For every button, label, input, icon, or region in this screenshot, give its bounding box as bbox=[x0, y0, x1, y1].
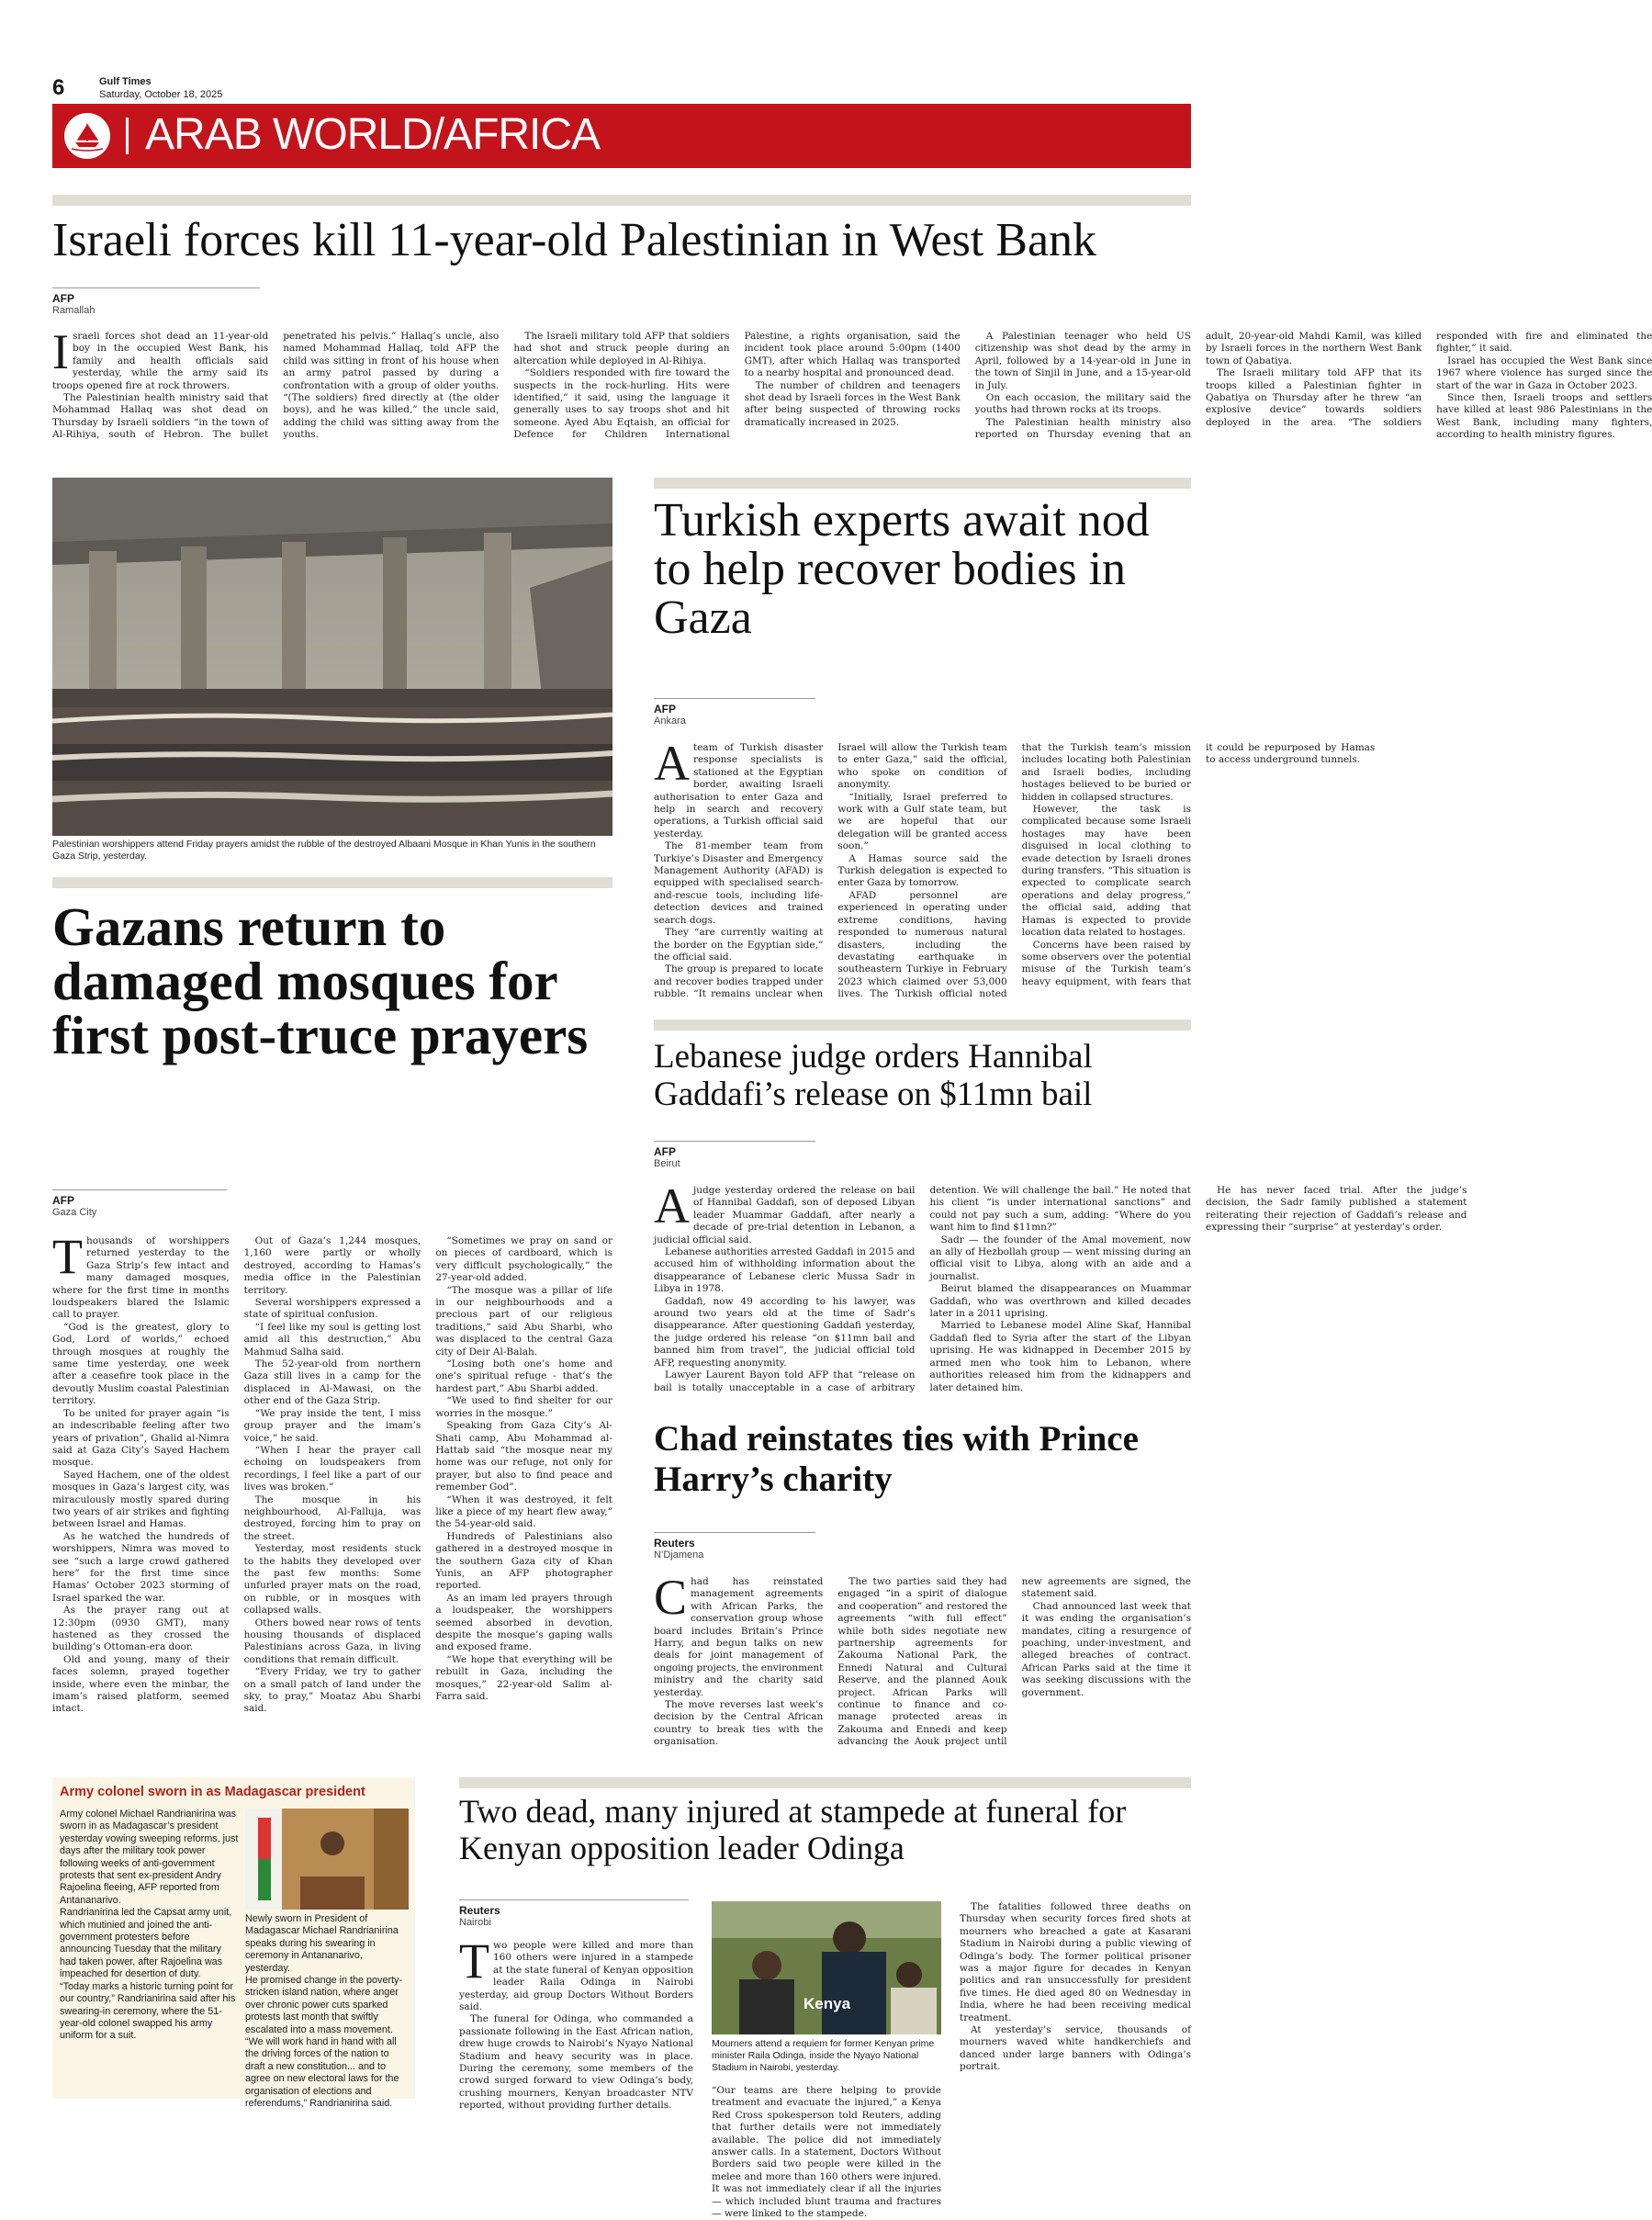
article-paragraph: “God is the greatest, glory to God, Lord of worlds,” echoed through mosques at roughly the same time yesterday, one week after a ceasefire took place in the devoutly Muslim coastal Palestinian territory. bbox=[52, 1321, 230, 1407]
article-paragraph: “Losing both one’s home and one’s spiritual refuge - that’s the hardest part,” Abu Sharbi added. bbox=[435, 1358, 612, 1394]
byline-gazans-return bbox=[52, 1189, 227, 1218]
article-paragraph: The Palestinian health ministry said that Mohammad Hallaq was shot dead on Thursday by Israeli soldiers “in the town of Al-Rihiya, south of Hebron. The bullet penetrated his pelvis.” Hallaq’s uncle, also named Mohammad Hallaq, told AFP the child was sitting in front of his house when an army patrol passed by during a confrontation with a group of older youths. “(The soldiers) fired directly at (the older boys), and he was killed,” the uncle said, adding the child was sitting away from the youths. bbox=[52, 331, 500, 441]
photo-madagascar-president bbox=[245, 1809, 409, 1910]
section-rule bbox=[52, 877, 612, 888]
article-paragraph: Hundreds of Palestinians also gathered in a destroyed mosque in the southern Gaza city of Khan Yunis, an AFP photographer reported. bbox=[435, 1530, 612, 1592]
article-paragraph: As an imam led prayers through a loudspeaker, the worshippers seemed absorbed in devotion, despite the mosque’s gaping walls and exposed frame. bbox=[435, 1592, 612, 1653]
article-paragraph: Sadr — the founder of the Amal movement, now an ally of Hezbollah group — went missing during an official visit to Libya, along with an aide and a journalist. bbox=[929, 1234, 1191, 1282]
article-paragraph: The funeral for Odinga, who commanded a passionate following in the East African nation, drew huge crowds to Nairobi’s Nyayo National Stadium and heavy security was in place. During the ceremony, some members of the crowd surged forward to view Odinga’s body, crushing mourners, Kenyan broadcaster NTV reported, without providing further details. bbox=[459, 2013, 693, 2112]
photo-caption-mosque: Palestinian worshippers attend Friday prayers amidst the rubble of the destroyed Albaani Mosque in Khan Yunis in the southern Gaza Strip, yesterday. bbox=[52, 839, 596, 862]
article-paragraph: Two people were killed and more than 160 others were injured in a stampede at the state funeral of Kenyan opposition leader Raila Odinga in Nairobi yesterday, aid group Doctors Without Borders said. bbox=[459, 1933, 693, 2013]
article-paragraph: “Every Friday, we try to gather on a small patch of land under the sky, to pray,” Moataz Abu Sharbi said. bbox=[243, 1666, 421, 1715]
byline-agency: AFP bbox=[654, 1145, 676, 1158]
drop-cap: C bbox=[654, 1570, 688, 1625]
article-paragraph: The Israeli military told AFP that its troops killed a Palestinian fighter in Qabatiya on Thursday after he threw “an explosive device” towards soldiers deployed in the area. “The soldiers responded with fire and eliminated the fighter,” it said. bbox=[1205, 331, 1652, 428]
dhow-icon bbox=[64, 113, 110, 159]
article-paragraph: “Soldiers responded with fire toward the suspects in the rock-hurling. Hits were identified,” it said, using the language it generally uses to say troops shot and hit someone. Ayed Abu Eqtaish, an official for Defence for Children International Palestine, a rights organisation, said the incident took place around 5:00pm (1400 GMT), after which Hallaq was transported to a nearby hospital and pronounced dead. bbox=[513, 331, 961, 441]
article-paragraph: Chad announced last week that it was ending the organisation’s mandates, citing a resurgence of poaching, under-investment, and alleged breaches of contract. African Parks said at the time it was seeking discussions with the government. bbox=[1021, 1600, 1191, 1698]
article-paragraph: “When it was destroyed, it felt like a piece of my heart flew away,” the 54-year-old said. bbox=[435, 1493, 612, 1530]
byline-agency: AFP bbox=[654, 703, 676, 716]
issue-date: Saturday, October 18, 2025 bbox=[99, 89, 223, 100]
article-paragraph: The number of children and teenagers shot dead by Israeli forces in the West Bank after being suspected of throwing rocks dramatically increased in 2025. bbox=[744, 379, 961, 428]
article-paragraph: At yesterday’s service, thousands of mourners waved white handkerchiefs and danced under large banners with Odinga’s portrait. bbox=[960, 2024, 1191, 2073]
article-paragraph: A Palestinian teenager who held US citizenship was shot dead by the army in April, followed by a 14-year-old in June in the town of Sinjil in June, and a 15-year-old in July. bbox=[974, 331, 1191, 391]
article-paragraph: “We pray inside the tent, I miss group prayer and the imam’s voice,” he said. bbox=[243, 1407, 421, 1444]
kenya-sign-text: Kenya bbox=[804, 1995, 851, 2012]
byline-turkish-experts bbox=[654, 698, 815, 727]
sidebar-madagascar bbox=[52, 1777, 415, 2110]
byline-west-bank bbox=[52, 287, 260, 316]
article-paragraph: “Initially, Israel preferred to work with a Gulf state team, but we are hopeful that our delegation will be granted access soon.” bbox=[837, 791, 1007, 852]
section-rule bbox=[654, 1020, 1191, 1031]
byline-location: Ramallah bbox=[52, 305, 96, 316]
banner-separator bbox=[126, 118, 129, 154]
byline-location: Gaza City bbox=[52, 1207, 97, 1218]
section-rule bbox=[52, 195, 1191, 206]
article-paragraph: AFAD personnel are experienced in operating under extreme conditions, having responded to numerous natural disasters, including the devastating earthquake in southeastern Turkiye in February 2023 which claimed over 53,000 lives. The Turkish official noted that the Turkish team’s mission includes locating both Palestinian and Israeli bodies, including hostages believed to be buried or hidden in collapsed structures. bbox=[837, 742, 1191, 1000]
sidebar-paragraph: Randrianirina led the Capsat army unit, which mutinied and joined the anti-government protesters before announcing Tuesday that the military had taken power, after Rajoelina was impeached for desertion of duty. bbox=[60, 1907, 232, 1980]
article-paragraph: The Israeli military told AFP that soldiers had shot and struck people during an altercation while deployed in Al-Rihiya. bbox=[513, 331, 730, 366]
president-photo-image bbox=[245, 1809, 409, 1910]
mourners-photo-image bbox=[712, 1901, 941, 2034]
headline-west-bank: Israeli forces kill 11-year-old Palestinian in West Bank bbox=[52, 214, 1097, 266]
article-paragraph: However, the task is complicated because some Israeli hostages may have been disguised in local clothing to evade detection by Israeli drones during transfers. “This situation is expected to complicate search operations and delay progress,” the official said, adding that Hamas is expected to provide location data related to hostages. bbox=[1021, 804, 1191, 939]
article-paragraph: The mosque in his neighbourhood, Al-Falluja, was destroyed, forcing him to pray on the street. bbox=[243, 1493, 421, 1542]
photo-caption-kenya: Mourners attend a requiem for former Kenyan prime minister Raila Odinga, inside the Nyayo National Stadium in Nairobi, yesterday. bbox=[712, 2038, 935, 2073]
article-body-kenya-col2 bbox=[712, 2085, 941, 2220]
sidebar-title: Army colonel sworn in as Madagascar president bbox=[60, 1785, 365, 1799]
article-paragraph: Thousands of worshippers returned yesterday to the Gaza Strip’s few intact and many damaged mosques, where for the first time in months loudspeakers blared the Islamic call to prayer. bbox=[52, 1229, 230, 1321]
article-paragraph: “I feel like my soul is getting lost amid all this destruction,” Abu Mahmud Salha said. bbox=[243, 1321, 421, 1358]
article-paragraph: Lebanese authorities arrested Gaddafi in 2015 and accused him of withholding information about the disappearance of Lebanese cleric Mussa Sadr in Libya in 1978. bbox=[654, 1246, 916, 1295]
byline-lebanese-judge bbox=[654, 1141, 815, 1169]
article-paragraph: A team of Turkish disaster response specialists is stationed at the Egyptian border, awaiting Israeli authorisation to enter Gaza and help in search and recovery operations, a Turkish official said yesterday. bbox=[654, 736, 824, 840]
byline-agency: Reuters bbox=[459, 1904, 500, 1917]
article-body-kenya-col1 bbox=[459, 1933, 693, 2112]
article-paragraph: Old and young, many of their faces solemn, prayed together inside, where even the minbar, the imam’s raised platform, seemed intact. bbox=[52, 1653, 230, 1715]
article-paragraph: Israel has occupied the West Bank since 1967 where violence has surged since the start of the war in Gaza in October 2023. bbox=[1436, 355, 1652, 391]
article-paragraph: Chad has reinstated management agreements with African Parks, the conservation group whose board includes Britain’s Prince Harry, and begun talks on new deals for joint management of ongoing projects, the environment ministry and the charity said yesterday. bbox=[654, 1570, 824, 1698]
byline-rule bbox=[52, 1189, 227, 1190]
article-paragraph: The two parties said they had engaged “in a spirit of dialogue and cooperation” and restored the agreements “with full effect” while both sides negotiate new partnership agreements for Zakouma National Park, the Ennedi Natural and Cultural Reserve, and the planned Aouk project. African Parks will continue to finance and co-manage protected areas in Zakouma and Ennedi and keep advancing the Aouk project until new agreements are signed, the statement said. bbox=[837, 1576, 1191, 1748]
article-paragraph: The group is prepared to locate and recover bodies trapped under rubble. “It remains unclear when Israel will allow the Turkish team to enter Gaza,” said the official, who spoke on condition of anonymity. bbox=[654, 742, 1007, 1000]
article-body-gazans-return bbox=[52, 1229, 612, 1736]
headline-chad-charity: Chad reinstates ties with Prince Harry’s charity bbox=[654, 1419, 1139, 1499]
article-paragraph: Since then, Israeli troops and settlers have killed at least 986 Palestinians in the West Bank, including many fighters, according to health ministry figures. bbox=[1436, 392, 1652, 441]
sidebar-paragraph: “We will work hand in hand with all the driving forces of the nation to draft a new constitution... and to agree on new electoral laws for the organisation of elections and referendums,” Randrianirina said. bbox=[245, 2036, 399, 2110]
article-body-west-bank bbox=[52, 324, 1652, 450]
headline-gazans-return: Gazans return to damaged mosques for first post-truce prayers bbox=[52, 896, 589, 1065]
headline-lebanese-judge: Lebanese judge orders Hannibal Gaddafi’s release on $11mn bail bbox=[654, 1038, 1093, 1114]
byline-chad-charity bbox=[654, 1532, 815, 1561]
article-paragraph: As the prayer rang out at 12:30pm (0930 GMT), many hastened as they crossed the building’s Ottoman-era door. bbox=[52, 1605, 230, 1653]
byline-rule bbox=[654, 1141, 815, 1142]
photo-mosque-prayers bbox=[52, 478, 612, 836]
byline-location: Ankara bbox=[654, 716, 686, 727]
byline-rule bbox=[654, 698, 815, 699]
paper-name: Gulf Times bbox=[99, 76, 152, 87]
article-paragraph: On each occasion, the military said the youths had thrown rocks at its troops. bbox=[974, 392, 1191, 416]
byline-rule bbox=[459, 1899, 689, 1900]
article-paragraph: The Palestinian health ministry also reported on Thursday evening that an adult, 20-year-old Mahdi Kamil, was killed by Israeli forces in the northern West Bank town of Qabatiya. bbox=[974, 331, 1422, 441]
section-title: ARAB WORLD/AFRICA bbox=[145, 110, 601, 159]
byline-location: N’Djamena bbox=[654, 1549, 704, 1561]
article-paragraph: “When I hear the prayer call echoing on loudspeakers from recordings, I feel like a part of our lives was broken.” bbox=[243, 1444, 421, 1493]
mosque-photo-image bbox=[52, 478, 612, 836]
article-paragraph: Concerns have been raised by some observers over the potential misuse of the Turkish team’s heavy equipment, with fears that it could be repurposed by Hamas to access underground tunnels. bbox=[1021, 742, 1376, 987]
headline-turkish-experts: Turkish experts await nod to help recover bodies in Gaza bbox=[654, 494, 1150, 645]
drop-cap: A bbox=[654, 736, 690, 791]
article-paragraph: “Sometimes we pray on sand or on pieces of cardboard, which is very difficult psychologically,” the 27-year-old added. bbox=[435, 1235, 612, 1284]
dhow-logo bbox=[64, 113, 110, 159]
headline-kenya-stampede: Two dead, many injured at stampede at funeral for Kenyan opposition leader Odinga bbox=[459, 1793, 1127, 1867]
byline-rule bbox=[654, 1532, 815, 1533]
byline-agency: Reuters bbox=[654, 1537, 695, 1549]
article-paragraph: The 52-year-old from northern Gaza still lives in a camp for the displaced in Al-Mawasi, on the other end of the Gaza Strip. bbox=[243, 1358, 421, 1407]
sidebar-body-right bbox=[245, 1975, 409, 2110]
byline-rule bbox=[52, 287, 260, 288]
article-body-kenya-col3 bbox=[960, 1901, 1191, 2131]
article-paragraph: Yesterday, most residents stuck to the habits they developed over the past few months: Some unfurled prayer mats on the road, on rubble, or in mosques with collapsed walls. bbox=[243, 1543, 421, 1617]
article-paragraph: Others bowed near rows of tents housing thousands of displaced Palestinians across Gaza, in living conditions that remain difficult. bbox=[243, 1617, 421, 1665]
page-number: 6 bbox=[52, 75, 65, 100]
article-paragraph: Married to Lebanese model Aline Skaf, Hannibal Gaddafi fled to Syria after the start of the Libyan uprising. He was kidnapped in December 2015 by armed men who took him to Lebanon, where authorities released him from the kidnappers and later detained him. bbox=[929, 1320, 1191, 1393]
section-rule bbox=[459, 1777, 1191, 1788]
article-paragraph: He has never faced trial. After the judge’s decision, the Sadr family published a statement reiterating their rejection of Gaddafi’s release and expressing their “surprise” at yesterday’s order. bbox=[1206, 1185, 1467, 1234]
byline-location: Nairobi bbox=[459, 1917, 491, 1928]
drop-cap: T bbox=[52, 1229, 83, 1284]
article-paragraph: They “are currently waiting at the border on the Egyptian side,” the official said. bbox=[654, 927, 824, 963]
drop-cap: A bbox=[654, 1178, 690, 1234]
article-paragraph: Out of Gaza’s 1,244 mosques, 1,160 were partly or wholly destroyed, according to Hamas’s media office in the Palestinian territory. bbox=[243, 1235, 421, 1296]
article-body-lebanese-judge bbox=[654, 1178, 1467, 1405]
article-paragraph: “We hope that everything will be rebuilt in Gaza, including the mosques,” 22-year-old Salim al-Farra said. bbox=[435, 1653, 612, 1703]
article-paragraph: The 81-member team from Turkiye’s Disaster and Emergency Management Authority (AFAD) is equipped with specialised search-and-rescue tools, including life-detection devices and trained search dogs. bbox=[654, 840, 824, 926]
article-paragraph: A Hamas source said the Turkish delegation is expected to enter Gaza by tomorrow. bbox=[837, 852, 1007, 889]
article-paragraph: Israeli forces shot dead an 11-year-old boy in the occupied West Bank, his family and health officials said yesterday, while the army said its troops opened fire at rock throwers. bbox=[52, 324, 269, 391]
sidebar-paragraph: Army colonel Michael Randrianirina was sworn in as Madagascar’s president yesterday vowing sweeping reforms, just days after the military took power following weeks of anti-government protests that sent ex-president Andry Rajoelina fleeing, AFP reported from Antananarivo. bbox=[60, 1809, 239, 1906]
byline-agency: AFP bbox=[52, 1194, 74, 1207]
article-paragraph: To be united for prayer again “is an indescribable feeling after two years of privation”, Ghalid al-Nimra said at Gaza City’s Sayed Hachem mosque. bbox=[52, 1407, 230, 1469]
photo-kenya-mourners bbox=[712, 1901, 941, 2034]
article-paragraph: “The mosque was a pillar of life in our neighbourhoods and a precious part of our religious traditions,” said Abu Sharbi, who was displaced to the central Gaza city of Deir Al-Balah. bbox=[435, 1284, 612, 1358]
byline-agency: AFP bbox=[52, 292, 74, 305]
drop-cap: T bbox=[459, 1933, 489, 1989]
article-body-turkish-experts bbox=[654, 736, 1376, 1009]
sidebar-paragraph: “Today marks a historic turning point for our country,” Randrianirina said after his swearing-in ceremony, where the 51-year-old colonel swapped his army uniform for a suit. bbox=[60, 1980, 236, 2042]
article-paragraph: As he watched the hundreds of worshippers, Nimra was moved to see “such a large crowd gathered here” for the first time since Hamas’ October 2023 storming of Israel sparked the war. bbox=[52, 1530, 230, 1604]
article-paragraph: The fatalities followed three deaths on Thursday when security forces fired shots at mourners who breached a gate at Kasarani Stadium in Nairobi during a public viewing of Odinga’s body. The former political prisoner was a major figure for decades in Kenyan politics and ran unsuccessfully for president five times. He died aged 80 on Wednesday in India, where he had been receiving medical treatment. bbox=[960, 1901, 1191, 2023]
article-body-chad-charity bbox=[654, 1570, 1191, 1751]
article-paragraph: Several worshippers expressed a state of spiritual confusion. bbox=[243, 1297, 421, 1321]
article-paragraph: The move reverses last week’s decision by the Central African country to break ties with the organisation. bbox=[654, 1699, 824, 1748]
byline-location: Beirut bbox=[654, 1158, 680, 1169]
article-paragraph: Beirut blamed the disappearances on Muammar Gaddafi, who was overthrown and killed decades later in a 2011 uprising. bbox=[929, 1283, 1191, 1320]
article-paragraph: Speaking from Gaza City’s Al-Shati camp, Abu Mohammad al-Hattab said “the mosque near my home was our refuge, not only for prayer, but also to find peace and remember God”. bbox=[435, 1420, 612, 1493]
article-paragraph: “We used to find shelter for our worries in the mosque.” bbox=[435, 1395, 612, 1419]
article-paragraph: Sayed Hachem, one of the oldest mosques in Gaza’s largest city, was miraculously mostly spared during two years of air strikes and fighting between Israel and Hamas. bbox=[52, 1469, 230, 1530]
section-rule bbox=[654, 478, 1191, 489]
article-paragraph: “Our teams are there helping to provide treatment and evacuate the injured,” a Kenya Red Cross spokesperson told Reuters, adding that further details were not immediately available. The police did not immediately answer calls. In a statement, Doctors Without Borders said two people were killed in the melee and more than 160 others were injured. It was not immediately clear if all the injuries — which included blunt trauma and fractures — were linked to the stampede. bbox=[712, 2085, 941, 2220]
drop-cap: I bbox=[52, 324, 69, 379]
article-paragraph: Gaddafi, now 49 according to his lawyer, was around two years old at the time of Sadr’s disappearance. After questioning Gaddafi yesterday, the judge ordered his release “on $11mn bail and banned him from travel”, the judicial official told AFP, requesting anonymity. bbox=[654, 1295, 916, 1369]
sidebar-photo-caption: Newly sworn in President of Madagascar Michael Randrianirina speaks during his swearing in ceremony in Antananarivo, yesterday. bbox=[245, 1913, 399, 1974]
article-paragraph: A judge yesterday ordered the release on bail of Hannibal Gaddafi, son of deposed Libyan leader Muammar Gaddafi, after nearly a decade of pre-trial detention in Lebanon, a judicial official said. bbox=[654, 1178, 916, 1245]
byline-kenya-stampede bbox=[459, 1899, 689, 1928]
article-paragraph: Lawyer Laurent Bayon told AFP that “release on bail is totally unacceptable in a case of arbitrary detention. We will challenge the bail.” He noted that his client “is under international sanctions” and could not pay such a sum, adding: “Where do you want him to find $11mn?” bbox=[654, 1185, 1191, 1393]
sidebar-body-left bbox=[60, 1809, 239, 2093]
sidebar-paragraph: He promised change in the poverty-stricken island nation, where anger over chronic power cuts sparked protests last month that swiftly escalated into a mass movement. bbox=[245, 1975, 403, 2035]
